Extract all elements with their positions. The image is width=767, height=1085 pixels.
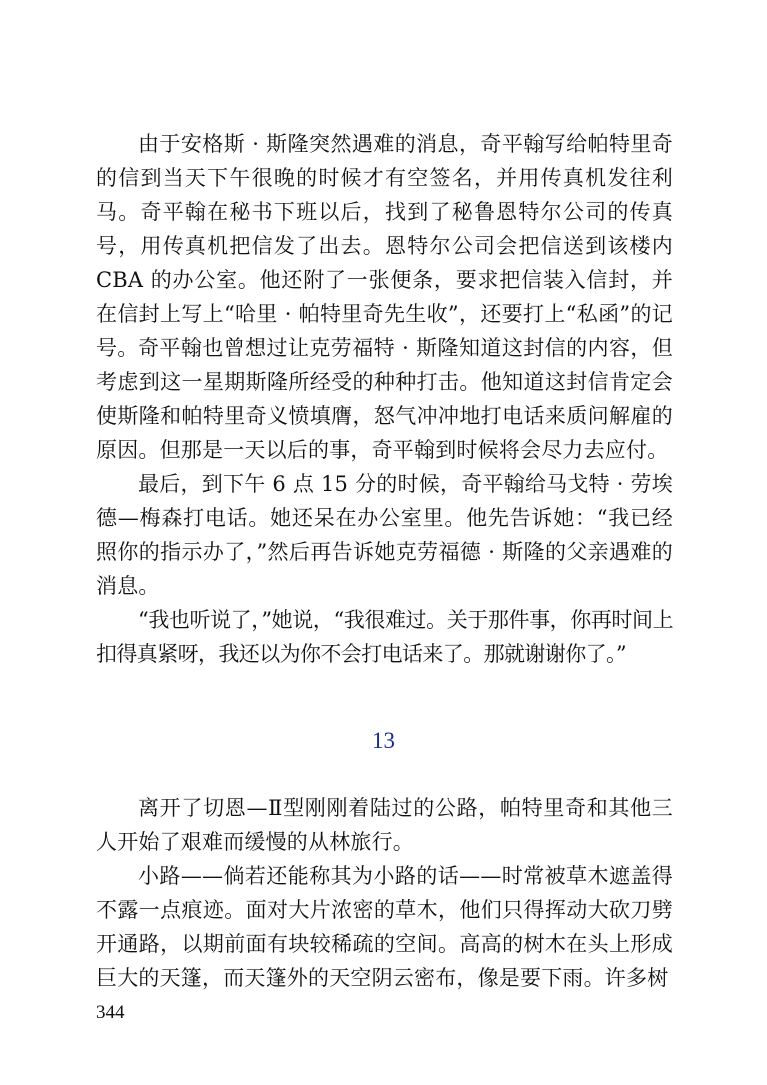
- body-paragraph-4: “我也听说了，”她说，“我很难过。关于那件事，你再时间上扣得真紧呀，我还以为你不会打电话来了。那就谢谢你了。”: [96, 608, 673, 666]
- body-paragraph-3: 最后，到下午 6 点 15 分的时候，奇平翰给马戈特 · 劳埃德—梅森打电话。她还呆在办公室里。他先告诉她：“我已经照你的指示办了，”然后再告诉她克劳福德 · 斯隆的父亲遇难的消息。: [96, 472, 673, 598]
- chapter-paragraph-1: 离开了切恩—Ⅱ型刚刚着陆过的公路，帕特里奇和其他三人开始了艰难而缓慢的从林旅行。: [96, 796, 673, 854]
- body-paragraph-2: 奇平翰也曾想过让克劳福特 · 斯隆知道这封信的内容，但考虑到这一星期斯隆所经受的种种打击。他知道这封信肯定会使斯隆和帕特里奇义愤填膺，怒气冲冲地打电话来质问解雇的原因。但那是一天以后的事，奇平翰到时候将会尽力去应付。: [96, 336, 673, 462]
- chapter-number: 13: [372, 728, 395, 753]
- chapter-paragraph-2: 小路——倘若还能称其为小路的话——时常被草木遮盖得不露一点痕迹。面对大片浓密的草木，他们只得挥动大砍刀劈开通路，以期前面有块较稀疏的空间。高高的树木在头上形成巨大的天篷，而天篷外的天空阴云密布，像是要下雨。许多树: [96, 864, 673, 990]
- body-paragraph-1: 由于安格斯 · 斯隆突然遇难的消息，奇平翰写给帕特里奇的信到当天下午很晚的时候才有空签名，并用传真机发往利马。奇平翰在秘书下班以后，找到了秘鲁恩特尔公司的传真号，用传真机把信发了出去。恩特尔公司会把信送到该楼内 CBA 的办公室。他还附了一张便条，要求把信装入信封，并在信封上写上“哈里 · 帕特里奇先生收”，还要打上“私函”的记号。: [96, 132, 673, 360]
- page-number: 344: [96, 1002, 125, 1023]
